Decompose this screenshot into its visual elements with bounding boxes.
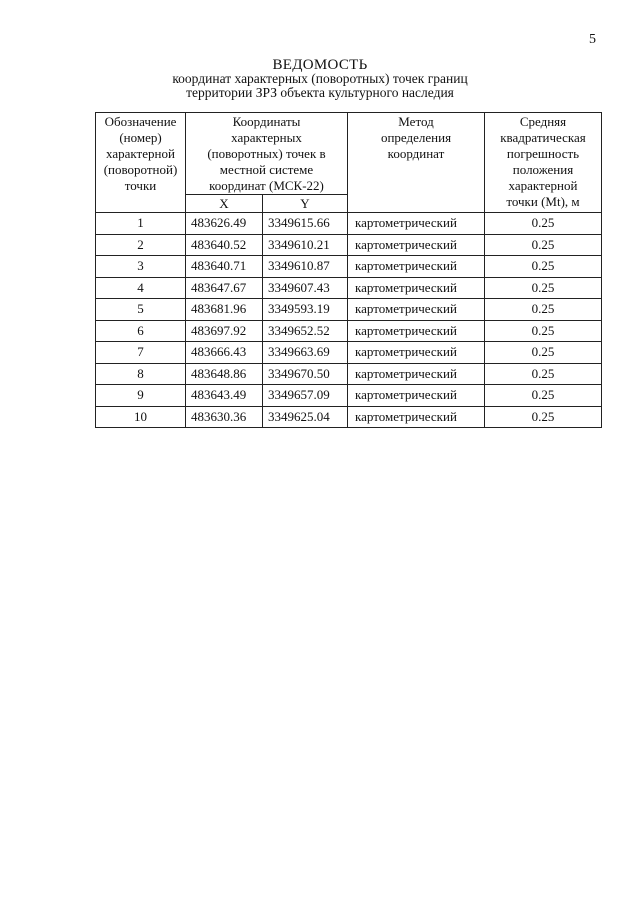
cell-point: 9 — [96, 385, 186, 407]
title-line-2: территории ЗРЗ объекта культурного наследия — [186, 85, 454, 100]
cell-method: картометрический — [348, 213, 485, 235]
cell-error: 0.25 — [485, 406, 602, 428]
cell-method: картометрический — [348, 234, 485, 256]
title-main: ВЕДОМОСТЬ — [272, 57, 368, 73]
cell-y: 3349610.87 — [263, 256, 348, 278]
cell-method: картометрический — [348, 406, 485, 428]
cell-error: 0.25 — [485, 234, 602, 256]
cell-x: 483640.52 — [186, 234, 263, 256]
cell-x: 483681.96 — [186, 299, 263, 321]
cell-error: 0.25 — [485, 299, 602, 321]
cell-method: картометрический — [348, 299, 485, 321]
cell-x: 483640.71 — [186, 256, 263, 278]
cell-method: картометрический — [348, 277, 485, 299]
header-designation: Обозначение (номер) характерной (поворотной) точки — [96, 113, 186, 213]
cell-x: 483648.86 — [186, 363, 263, 385]
cell-y: 3349610.21 — [263, 234, 348, 256]
cell-point: 6 — [96, 320, 186, 342]
cell-error: 0.25 — [485, 256, 602, 278]
cell-point: 8 — [96, 363, 186, 385]
table-row — [96, 213, 602, 235]
cell-error: 0.25 — [485, 277, 602, 299]
cell-point: 5 — [96, 299, 186, 321]
header-x: X — [186, 195, 263, 213]
document-title — [0, 58, 640, 100]
cell-y: 3349663.69 — [263, 342, 348, 364]
cell-y: 3349652.52 — [263, 320, 348, 342]
table-row — [96, 385, 602, 407]
cell-x: 483643.49 — [186, 385, 263, 407]
cell-method: картометрический — [348, 385, 485, 407]
cell-method: картометрический — [348, 363, 485, 385]
cell-y: 3349615.66 — [263, 213, 348, 235]
cell-method: картометрический — [348, 256, 485, 278]
cell-error: 0.25 — [485, 213, 602, 235]
cell-point: 10 — [96, 406, 186, 428]
cell-y: 3349625.04 — [263, 406, 348, 428]
cell-y: 3349657.09 — [263, 385, 348, 407]
table-row — [96, 320, 602, 342]
cell-x: 483647.67 — [186, 277, 263, 299]
coordinates-table — [95, 112, 602, 428]
header-error: Средняя квадратическая погрешность положения характерной точки (Mt), м — [485, 113, 602, 213]
table-row — [96, 277, 602, 299]
title-line-1: координат характерных (поворотных) точек границ — [172, 71, 468, 86]
cell-x: 483666.43 — [186, 342, 263, 364]
cell-point: 3 — [96, 256, 186, 278]
table-row — [96, 363, 602, 385]
cell-point: 4 — [96, 277, 186, 299]
cell-point: 1 — [96, 213, 186, 235]
cell-error: 0.25 — [485, 342, 602, 364]
header-y: Y — [263, 195, 348, 213]
header-coordinates: Координаты характерных (поворотных) точек в местной системе координат (МСК-22) — [186, 113, 348, 195]
table-row — [96, 299, 602, 321]
cell-y: 3349670.50 — [263, 363, 348, 385]
cell-error: 0.25 — [485, 385, 602, 407]
cell-point: 7 — [96, 342, 186, 364]
cell-error: 0.25 — [485, 320, 602, 342]
cell-y: 3349607.43 — [263, 277, 348, 299]
cell-error: 0.25 — [485, 363, 602, 385]
table-row — [96, 234, 602, 256]
table-row — [96, 256, 602, 278]
cell-y: 3349593.19 — [263, 299, 348, 321]
cell-x: 483630.36 — [186, 406, 263, 428]
table-row — [96, 342, 602, 364]
cell-point: 2 — [96, 234, 186, 256]
cell-method: картометрический — [348, 342, 485, 364]
table-row — [96, 406, 602, 428]
cell-x: 483626.49 — [186, 213, 263, 235]
cell-x: 483697.92 — [186, 320, 263, 342]
cell-method: картометрический — [348, 320, 485, 342]
page-number: 5 — [589, 32, 596, 47]
header-method: Метод определения координат — [348, 113, 485, 213]
